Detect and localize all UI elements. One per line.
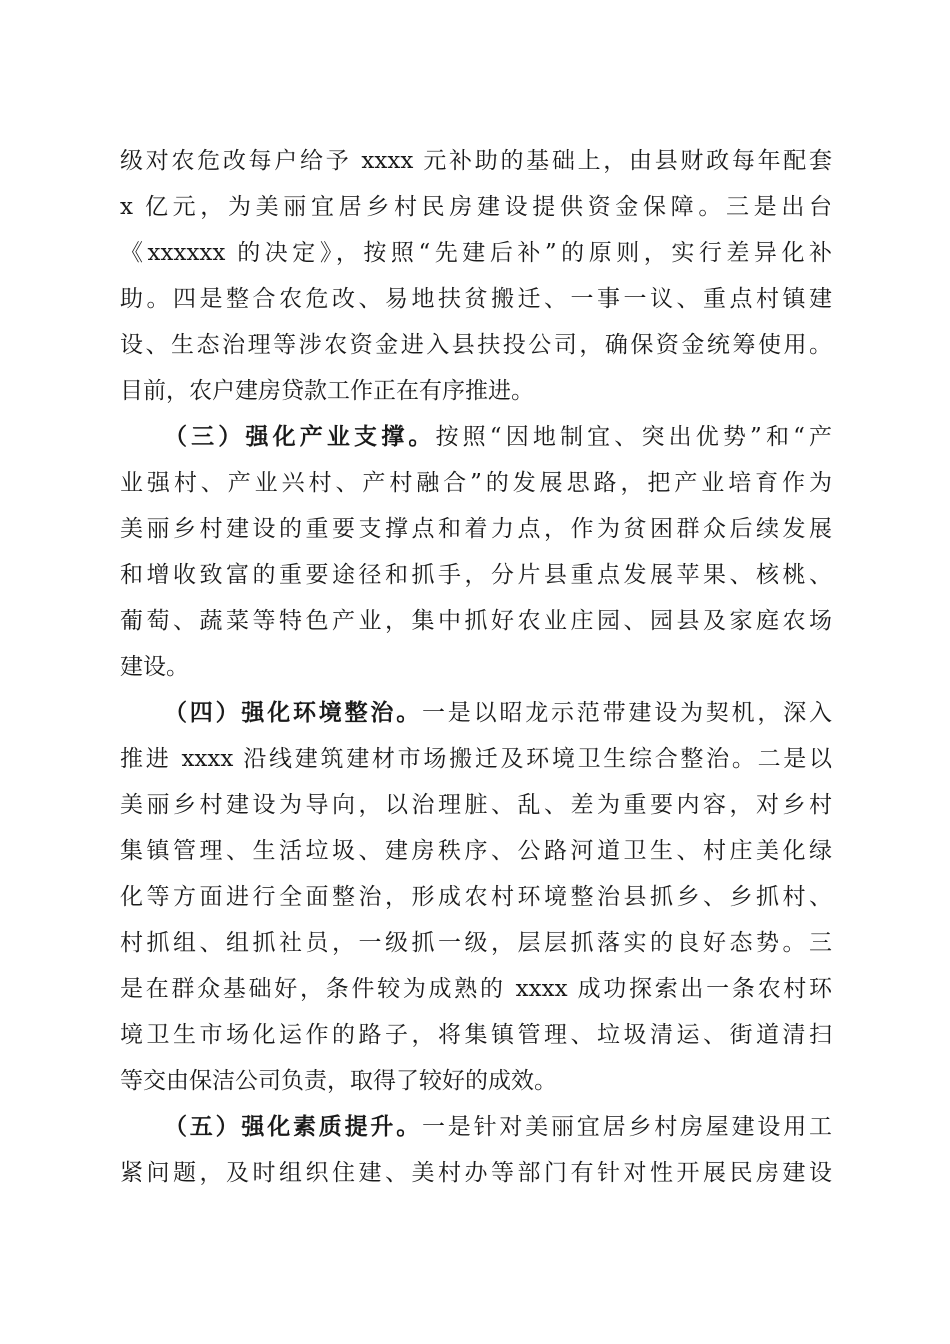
paragraph-line: 等交由保洁公司负责，取得了较好的成效。 — [120, 1068, 557, 1094]
paragraph-line: 化等方面进行全面整治，形成农村环境整治县抓乡、乡抓村、 — [120, 884, 832, 910]
paragraph-line: 目前，农户建房贷款工作正在有序推进。 — [120, 378, 534, 404]
paragraph-line: 是在群众基础好，条件较为成熟的 xxxx 成功探索出一条农村环 — [120, 976, 832, 1002]
paragraph-line: 村抓组、组抓社员，一级抓一级，层层抓落实的良好态势。三 — [120, 930, 832, 956]
paragraph-line: 级对农危改每户给予 xxxx 元补助的基础上，由县财政每年配套 — [120, 148, 832, 174]
paragraph-line: 《xxxxxx 的决定》，按照“先建后补”的原则，实行差异化补 — [120, 240, 832, 266]
paragraph-line: 业强村、产业兴村、产村融合”的发展思路，把产业培育作为 — [120, 470, 832, 496]
section-4-first-line — [164, 697, 832, 729]
paragraph-line: 集镇管理、生活垃圾、建房秩序、公路河道卫生、村庄美化绿 — [120, 838, 832, 864]
paragraph-line: 建设。 — [120, 654, 189, 680]
paragraph-line: 和增收致富的重要途径和抓手，分片县重点发展苹果、核桃、 — [120, 562, 832, 588]
section-5-first-line — [164, 1111, 832, 1143]
paragraph-line: 美丽乡村建设为导向，以治理脏、乱、差为重要内容，对乡村 — [120, 792, 832, 818]
paragraph-line: x 亿元，为美丽宜居乡村民房建设提供资金保障。三是出台 — [120, 194, 832, 220]
paragraph-line: 境卫生市场化运作的路子，将集镇管理、垃圾清运、街道清扫 — [120, 1022, 832, 1048]
section-5-first-line-text: 一是针对美丽宜居乡村房屋建设用工 — [422, 1114, 833, 1140]
paragraph-line: 美丽乡村建设的重要支撑点和着力点，作为贫困群众后续发展 — [120, 516, 832, 542]
section-3-first-line — [164, 421, 832, 453]
paragraph-line: 助。四是整合农危改、易地扶贫搬迁、一事一议、重点村镇建 — [120, 286, 832, 312]
paragraph-line: 推进 xxxx 沿线建筑建材市场搬迁及环境卫生综合整治。二是以 — [120, 746, 832, 772]
section-5-heading: （五）强化素质提升。 — [164, 1114, 422, 1140]
section-3-first-line-text: 按照“因地制宜、突出优势”和“产 — [435, 424, 833, 450]
paragraph-line: 葡萄、蔬菜等特色产业，集中抓好农业庄园、园县及家庭农场 — [120, 608, 832, 634]
section-3-heading: （三）强化产业支撑。 — [164, 424, 436, 450]
paragraph-line: 设、生态治理等涉农资金进入县扶投公司，确保资金统筹使用。 — [120, 332, 832, 358]
section-4-first-line-text: 一是以昭龙示范带建设为契机，深入 — [422, 700, 833, 726]
section-4-heading: （四）强化环境整治。 — [164, 700, 422, 726]
paragraph-line: 紧问题，及时组织住建、美村办等部门有针对性开展民房建设 — [120, 1160, 832, 1186]
